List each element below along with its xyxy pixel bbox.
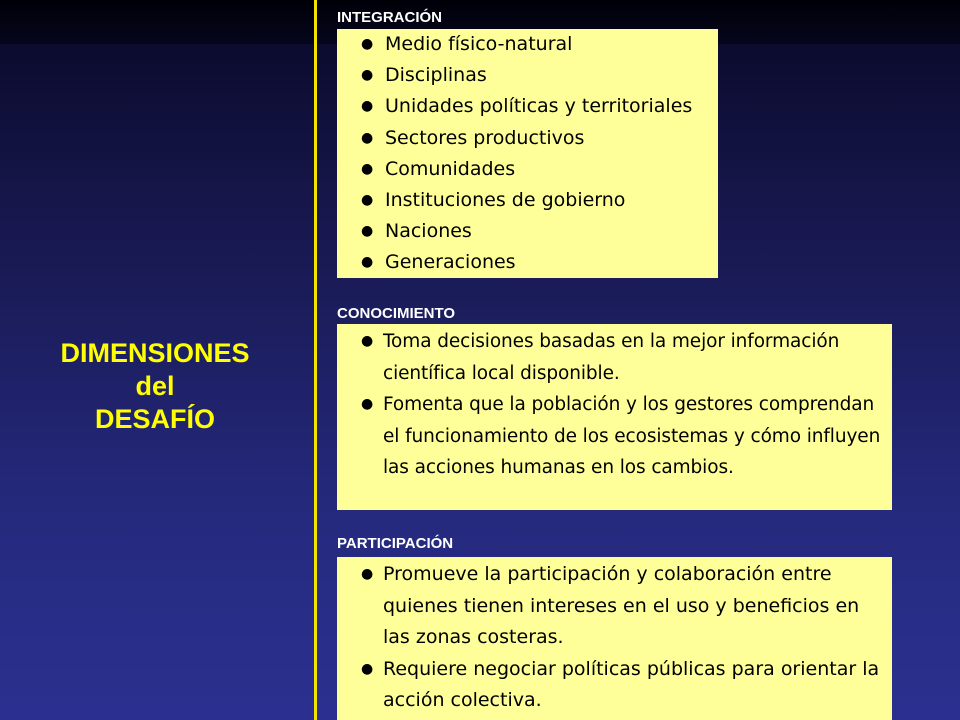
bullet-icon: ● bbox=[361, 160, 374, 177]
bullet-icon: ● bbox=[361, 660, 374, 677]
list-item bbox=[361, 216, 718, 247]
list-item bbox=[361, 154, 718, 185]
list-item bbox=[361, 326, 892, 389]
list-item bbox=[361, 60, 718, 91]
section-label-integracion: INTEGRACIÓN bbox=[337, 9, 442, 26]
list-item bbox=[361, 91, 718, 122]
list-item bbox=[361, 247, 718, 278]
bullet-icon: ● bbox=[361, 223, 374, 240]
list-item-text: Requiere negociar políticas públicas para orientar la acción colectiva. bbox=[383, 657, 880, 711]
title-line-1: DIMENSIONES bbox=[60, 338, 250, 368]
list-item bbox=[361, 654, 892, 717]
list-item-text: Toma decisiones basadas en la mejor información científica local disponible. bbox=[383, 331, 840, 384]
bullet-icon: ● bbox=[361, 129, 374, 146]
list-item-text: Disciplinas bbox=[385, 64, 487, 87]
bullet-icon: ● bbox=[361, 98, 374, 115]
title-line-2: del bbox=[135, 371, 175, 401]
list-item-text: Comunidades bbox=[385, 157, 516, 180]
list-item-text: Instituciones de gobierno bbox=[385, 189, 626, 212]
list-item-text: Medio físico-natural bbox=[385, 33, 573, 55]
slide-title bbox=[30, 337, 280, 436]
list-item bbox=[361, 29, 718, 60]
list-item-text: Generaciones bbox=[385, 251, 516, 274]
list-item bbox=[361, 559, 892, 654]
bullet-icon: ● bbox=[361, 333, 374, 349]
bullet-icon: ● bbox=[361, 254, 374, 271]
bullet-icon: ● bbox=[361, 67, 374, 84]
list-item-text: Fomenta que la población y los gestores comprendan el funcionamiento de los ecosistemas y cómo influyen las acciones humanas en los cambios. bbox=[383, 394, 881, 478]
list-item-text: Promueve la participación y colaboración entre quienes tienen intereses en el uso y beneficios en las zonas costeras. bbox=[383, 563, 860, 648]
conocimiento-list bbox=[361, 326, 892, 484]
bullet-icon: ● bbox=[361, 192, 374, 209]
list-item bbox=[361, 389, 892, 484]
integracion-list bbox=[361, 29, 718, 279]
bullet-icon: ● bbox=[361, 36, 374, 52]
list-item-text: Naciones bbox=[385, 220, 472, 243]
list-item bbox=[361, 123, 718, 154]
integracion-box bbox=[337, 29, 718, 278]
conocimiento-box bbox=[337, 324, 892, 510]
title-line-3: DESAFÍO bbox=[94, 404, 215, 434]
section-label-conocimiento: CONOCIMIENTO bbox=[337, 305, 456, 322]
vertical-divider bbox=[314, 0, 317, 720]
list-item-text: Sectores productivos bbox=[385, 126, 585, 149]
participacion-list bbox=[361, 559, 892, 717]
bullet-icon: ● bbox=[361, 566, 374, 582]
participacion-box bbox=[337, 557, 892, 720]
bullet-icon: ● bbox=[361, 396, 374, 412]
list-item-text: Unidades políticas y territoriales bbox=[385, 95, 693, 118]
list-item bbox=[361, 185, 718, 216]
section-label-participacion: PARTICIPACIÓN bbox=[337, 535, 454, 552]
